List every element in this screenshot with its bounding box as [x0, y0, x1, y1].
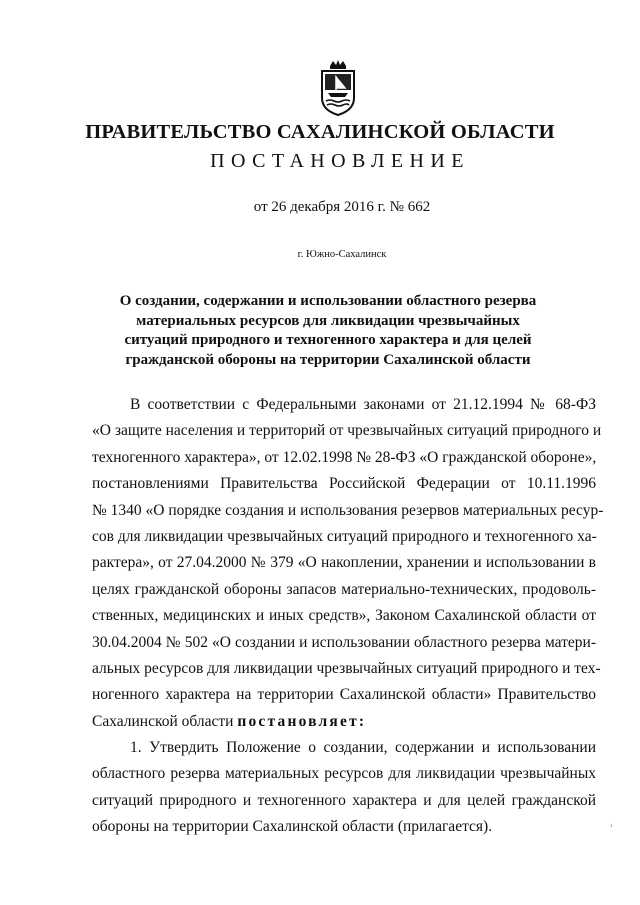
document-subject: [118, 292, 538, 370]
subject-line: О создании, содержании и использовании областного резерва: [119, 293, 537, 309]
preamble-line: «О защите населения и территорий от чрезвычайных ситуаций природного и: [92, 422, 602, 440]
item-1-line: областного резерва материальных ресурсов для ликвидации чрезвычайных: [92, 765, 596, 783]
document-city: г. Южно-Сахалинск: [297, 249, 387, 260]
document-body: [92, 392, 604, 841]
document-date-number: от 26 декабря 2016 г. № 662: [253, 199, 431, 215]
preamble-line: альных ресурсов для ликвидации чрезвычайных ситуаций природного и тех-: [92, 659, 601, 677]
subject-line: гражданской обороны на территории Сахалинской области: [125, 351, 531, 368]
government-title: ПРАВИТЕЛЬСТВО САХАЛИНСКОЙ ОБЛАСТИ: [85, 121, 555, 143]
item-1-line: обороны на территории Сахалинской области (прилагается).: [92, 818, 493, 836]
preamble-line: рактера», от 27.04.2000 № 379 «О накоплении, хранении и использовании в: [92, 554, 596, 572]
preamble-line: сов для ликвидации чрезвычайных ситуаций природного и техногенного ха-: [92, 527, 597, 545]
document-type: ПОСТАНОВЛЕНИЕ: [210, 150, 470, 172]
decree-word: постановляет:: [237, 712, 367, 730]
preamble-line: № 1340 «О порядке создания и использования резервов материальных ресур-: [92, 501, 604, 519]
preamble-line: 30.04.2004 № 502 «О создании и использовании областного резерва матери-: [92, 633, 596, 651]
subject-line: ситуаций природного и техногенного характера и для целей: [124, 332, 532, 348]
subject-line: материальных ресурсов для ликвидации чрезвычайных: [136, 312, 520, 329]
scan-edge-mark: ‹: [610, 820, 613, 830]
preamble-line: ногенного характера на территории Сахалинской области» Правительство: [92, 686, 596, 704]
preamble-line: ственных, медицинских и иных средств», Законом Сахалинской области от: [92, 607, 596, 625]
preamble-line: постановлениями Правительства Российской Федерации от 10.11.1996: [92, 475, 596, 493]
preamble-line: целях гражданской обороны запасов материально-технических, продоволь-: [92, 580, 596, 598]
coat-of-arms-icon: [318, 60, 358, 116]
preamble-line: В соответствии с Федеральными законами от 21.12.1994 № 68-ФЗ: [130, 396, 596, 413]
item-1-line: 1. Утвердить Положение о создании, содержании и использовании: [130, 739, 596, 757]
preamble-line: техногенного характера», от 12.02.1998 № 28-ФЗ «О гражданской обороне»,: [92, 448, 597, 466]
preamble-final-line: [92, 709, 596, 735]
preamble-final-text: Сахалинской области: [92, 712, 238, 730]
item-1-line: ситуаций природного и техногенного характера и для целей гражданской: [92, 791, 596, 809]
